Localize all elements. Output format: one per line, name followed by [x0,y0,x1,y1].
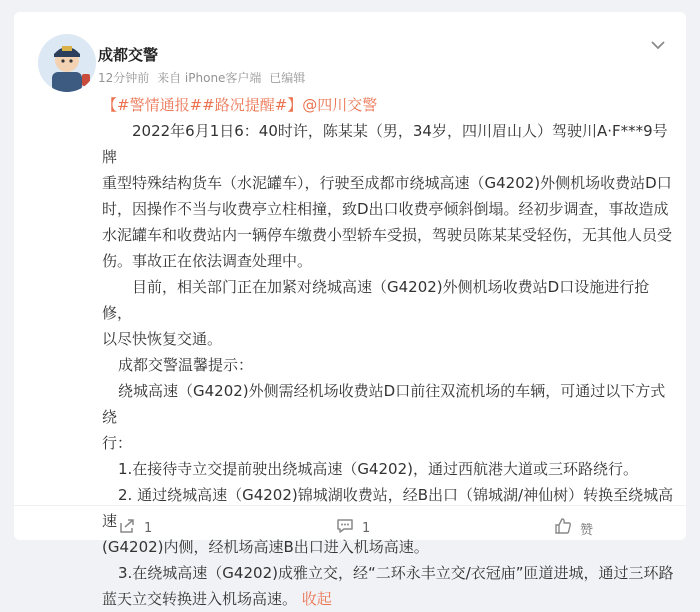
comment-icon [336,517,362,539]
action-bar [14,517,686,539]
text-line: 3.在绕城高速（G4202)成雅立交，经“二环永丰立交/衣冠庙”匝道进城，通过三环路 [118,564,674,582]
repost-count: 1 [144,520,153,536]
hashtags[interactable]: 【#警情通报##路况提醒#】 [102,96,303,114]
text-line-last [102,586,678,612]
text-line: 2. 通过绕城高速（G4202)锦城湖收费站，经B出口（锦城湖/神仙树）转换至绕城高速 [102,486,674,530]
post-tags-line [102,92,678,118]
text-line: 成都交警温馨提示： [118,356,254,374]
post-source: 来自 iPhone客户端 [157,71,262,85]
mention-link[interactable]: @四川交警 [302,96,378,114]
text-line: 重型特殊结构货车（水泥罐车），行驶至成都市绕城高速（G4202)外侧机场收费站D口 [102,174,672,192]
post-meta [98,69,309,86]
text-line: 以尽快恢复交通。 [102,330,223,348]
username[interactable]: 成都交警 [98,46,159,64]
text-line: 蓝天立交转换进入机场高速。 [102,590,298,608]
like-label: 赞 [580,522,594,538]
avatar[interactable] [38,34,96,92]
like-button[interactable] [554,517,593,539]
like-icon [554,517,580,539]
divider [14,505,686,506]
comment-count: 1 [362,520,371,536]
text-line: 行： [102,434,133,452]
comment-button[interactable] [336,517,370,539]
text-line: 时，因操作不当与收费亭立柱相撞，致D出口收费亭倾斜倒塌。经初步调查，事故造成 [102,200,669,218]
edited-label[interactable]: 已编辑 [269,71,306,85]
collapse-link[interactable]: 收起 [301,590,332,608]
text-line: 绕城高速（G4202)外侧需经机场收费站D口前往双流机场的车辆，可通过以下方式绕 [102,382,666,426]
text-line: 伤。事故正在依法调查处理中。 [102,252,313,270]
text-line: 2022年6月1日6：40时许，陈某某（男，34岁，四川眉山人）驾驶川A·F***9号牌 [102,122,668,166]
text-line: (G4202)内侧，经机场高速B出口进入机场高速。 [102,538,429,556]
text-line: 1.在接待寺立交提前驶出绕城高速（G4202)，通过西航港大道或三环路绕行。 [118,460,638,478]
chevron-down-icon[interactable] [650,36,666,48]
text-line: 目前，相关部门正在加紧对绕城高速（G4202)外侧机场收费站D口设施进行抢修， [102,278,650,322]
repost-icon [118,517,144,539]
repost-button[interactable] [118,517,152,539]
post-time[interactable]: 12分钟前 [98,71,150,85]
weibo-post-card [14,12,686,608]
text-line: 水泥罐车和收费站内一辆停车缴费小型轿车受损，驾驶员陈某某受轻伤，无其他人员受 [102,226,673,244]
